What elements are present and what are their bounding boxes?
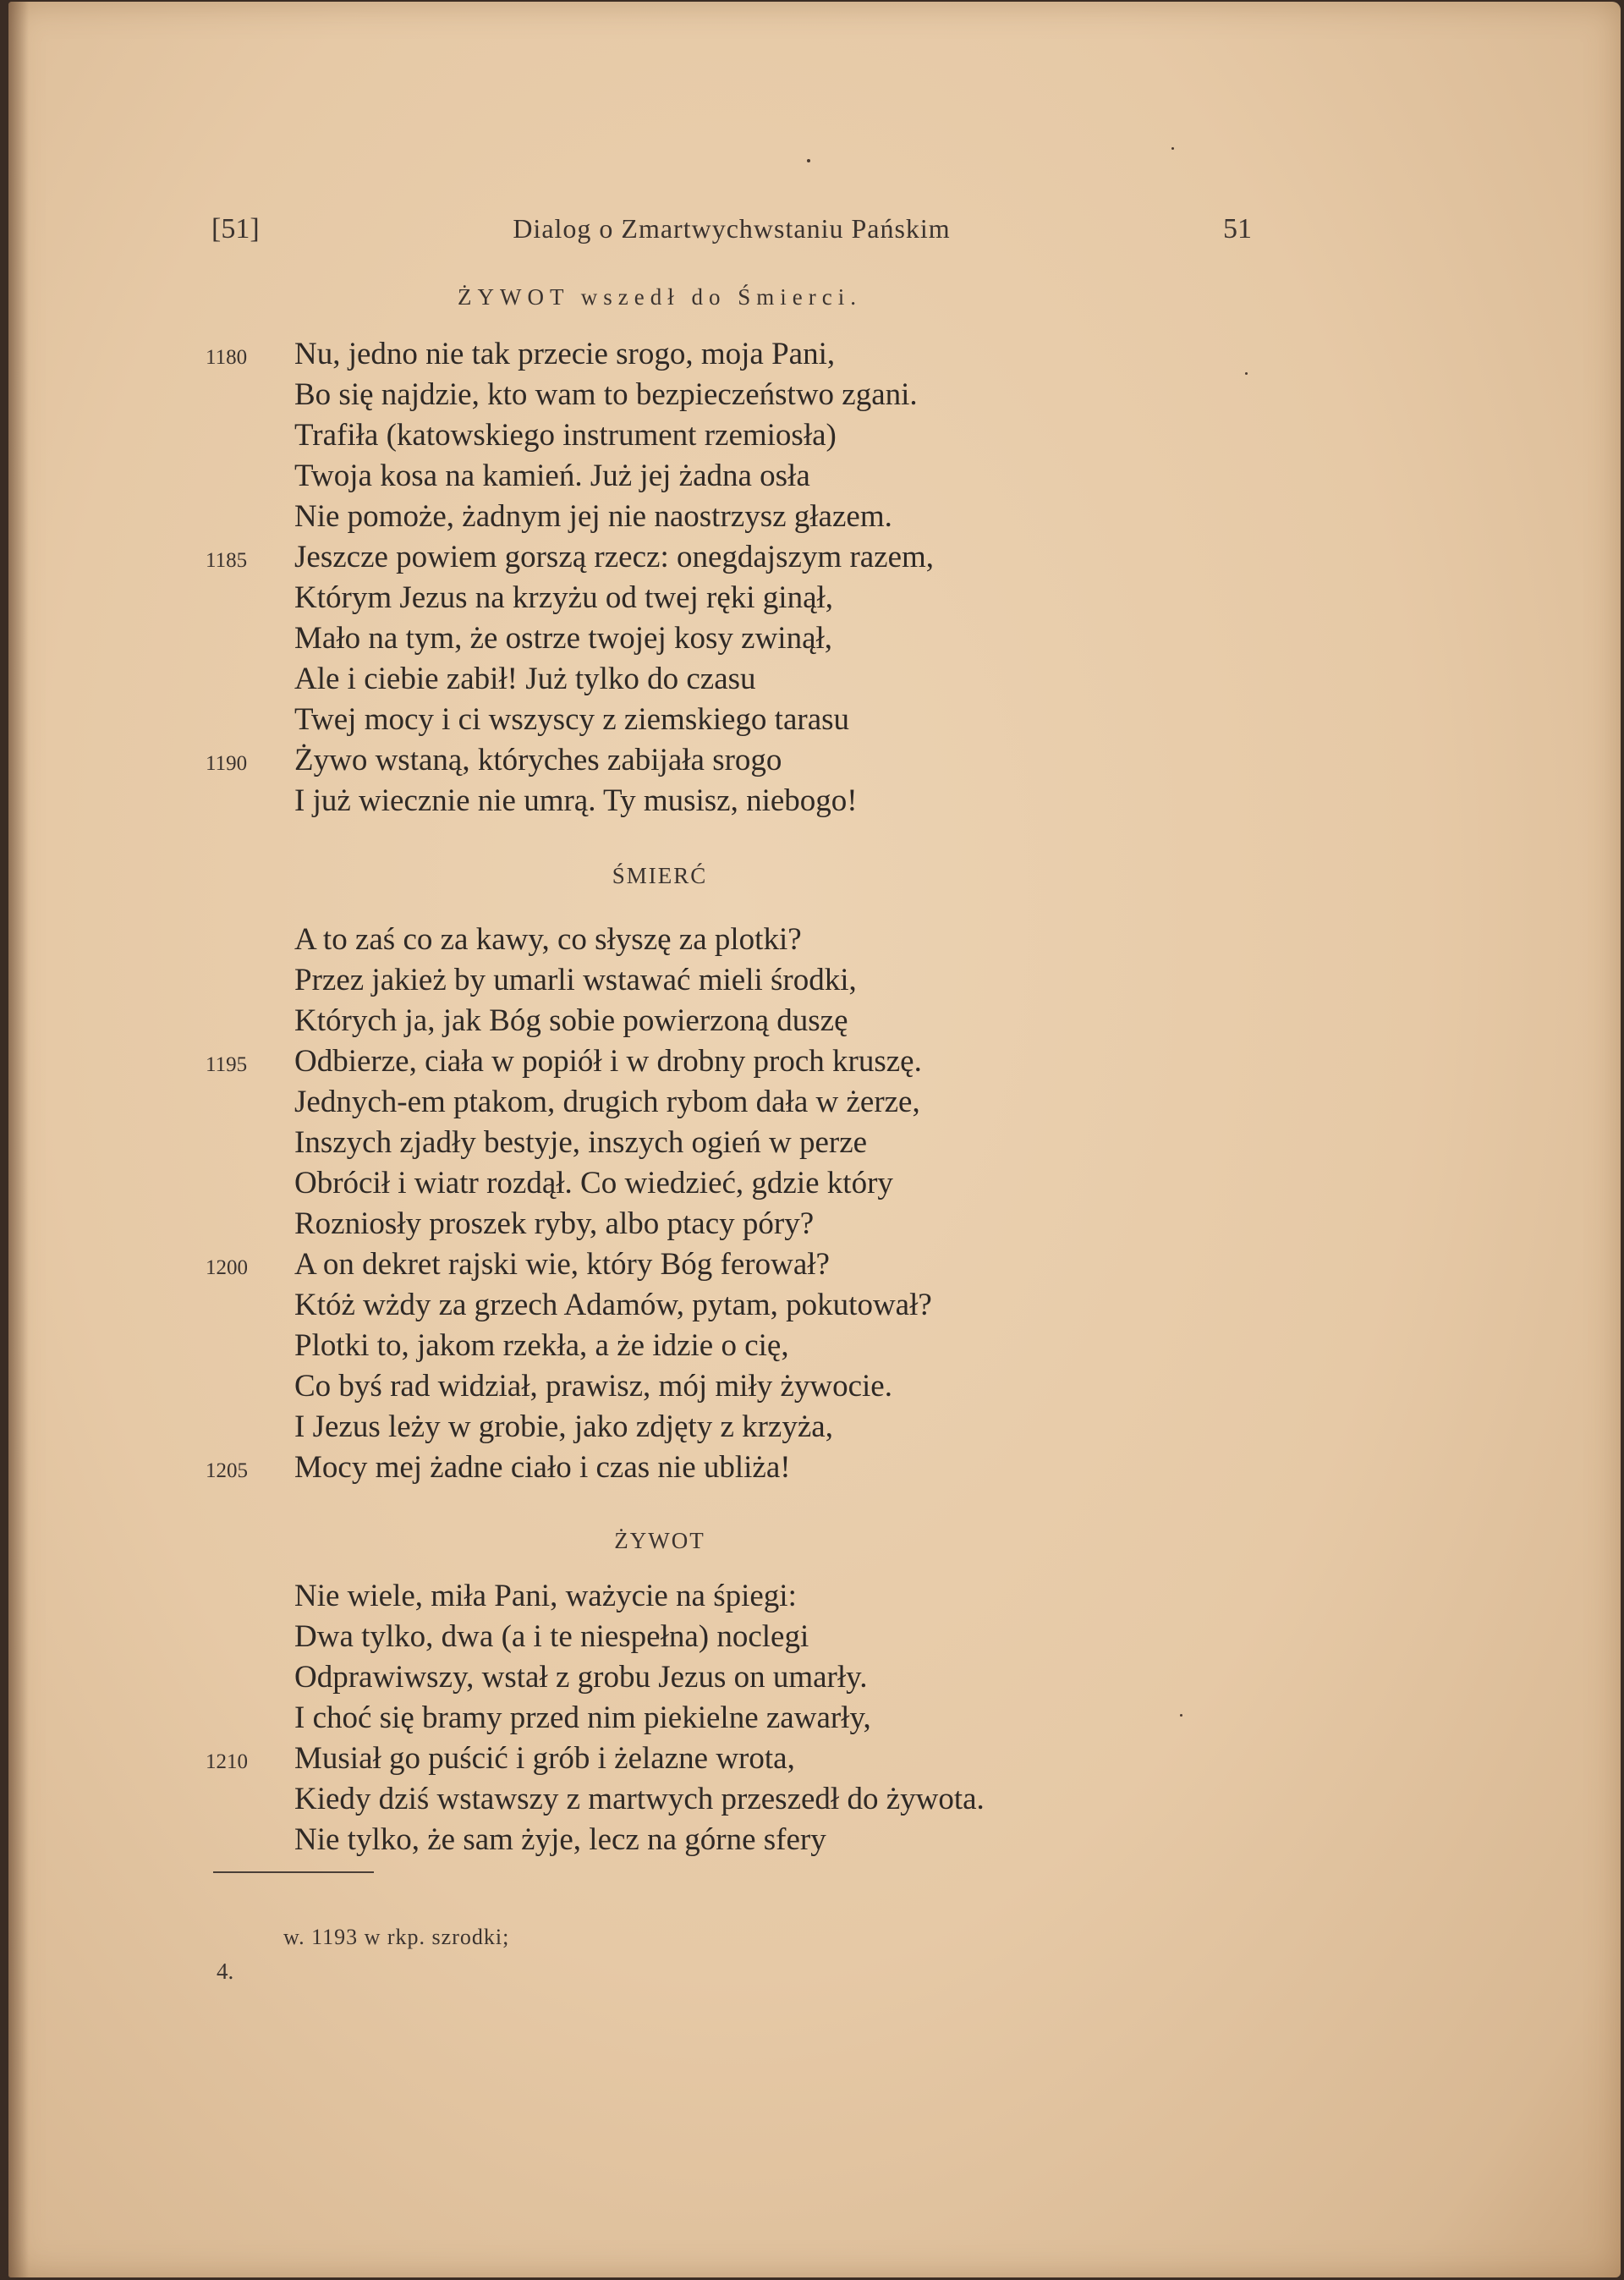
running-header [211, 213, 1252, 255]
verse-line: Odbierze, ciała w popiół i w drobny proch kruszę. [294, 1044, 922, 1079]
verse-line: I choć się bramy przed nim piekielne zawarły, [294, 1700, 871, 1735]
verse-line: A to zaś co za kawy, co słyszę za plotki? [294, 922, 802, 957]
verse-line: Żywo wstaną, któryches zabijała srogo [294, 743, 782, 777]
verse-line: Trafiła (katowskiego instrument rzemiosła) [294, 418, 837, 453]
verse-line: I już wiecznie nie umrą. Ty musisz, niebogo! [294, 783, 858, 818]
line-number: 1200 [206, 1256, 248, 1279]
verse-line: Twej mocy i ci wszyscy z ziemskiego tarasu [294, 702, 850, 737]
paper-speck [1245, 372, 1248, 375]
verse-line: Rozniosły proszek ryby, albo ptacy póry? [294, 1206, 815, 1241]
line-number: 1205 [206, 1459, 248, 1482]
signature-mark: 4. [217, 1959, 234, 1984]
verse-line: Mało na tym, że ostrze twojej kosy zwinął, [294, 621, 833, 656]
verse-line: Których ja, jak Bóg sobie powierzoną duszę [294, 1003, 848, 1038]
verse-line: A on dekret rajski wie, który Bóg ferował? [294, 1247, 830, 1282]
speaker-heading-2: ŚMIERĆ [612, 863, 708, 888]
verse-line: Co byś rad widział, prawisz, mój miły żywocie. [294, 1369, 892, 1404]
verse-line: Musiał go puścić i grób i żelazne wrota, [294, 1741, 795, 1776]
verse-line: Kiedy dziś wstawszy z martwych przeszedł do żywota. [294, 1782, 985, 1816]
verse-line: Nie wiele, miła Pani, ważycie na śpiegi: [294, 1579, 797, 1613]
verse-line: Nie pomoże, żadnym jej nie naostrzysz głazem. [294, 499, 892, 534]
verse-line: Bo się najdzie, kto wam to bezpieczeństwo zgani. [294, 377, 918, 412]
line-number: 1185 [206, 549, 248, 572]
verse-line: Inszych zjadły bestyje, inszych ogień w perze [294, 1125, 868, 1160]
verse-line: Przez jakież by umarli wstawać mieli środki, [294, 963, 857, 997]
paper-speck [807, 159, 810, 162]
speaker-heading-3: ŻYWOT [614, 1528, 705, 1553]
verse-line: Plotki to, jakom rzekła, a że idzie o cię, [294, 1328, 789, 1363]
verse-line: Odprawiwszy, wstał z grobu Jezus on umarły. [294, 1660, 868, 1695]
line-number: 1195 [206, 1053, 248, 1076]
line-number: 1190 [206, 752, 248, 775]
page-number: 51 [1223, 213, 1252, 244]
verse-line: I Jezus leży w grobie, jako zdjęty z krzyża, [294, 1409, 833, 1444]
line-number: 1180 [206, 346, 248, 369]
paper-speck [1171, 147, 1174, 150]
verse-line: Dwa tylko, dwa (a i te niespełna) noclegi [294, 1619, 809, 1654]
verse-line: Ale i ciebie zabił! Już tylko do czasu [294, 662, 756, 696]
verse-line: Mocy mej żadne ciało i czas nie ubliża! [294, 1450, 791, 1485]
page-bracket-number: [51] [211, 213, 260, 244]
verse-line: Któż wżdy za grzech Adamów, pytam, pokutował? [294, 1288, 932, 1322]
verse-line: Obrócił i wiatr rozdął. Co wiedzieć, gdzie który [294, 1166, 893, 1200]
paper-speck [1180, 1714, 1182, 1717]
verse-line: Twoja kosa na kamień. Już jej żadna osła [294, 459, 810, 493]
book-page [8, 2, 1621, 2277]
verse-line: Jednych-em ptakom, drugich rybom dała w żerze, [294, 1085, 920, 1119]
running-title: Dialog o Zmartwychwstaniu Pańskim [513, 213, 951, 244]
verse-line: Którym Jezus na krzyżu od twej ręki ginął, [294, 580, 834, 615]
verse-line: Nu, jedno nie tak przecie srogo, moja Pani, [294, 337, 836, 371]
verse-line: Nie tylko, że sam żyje, lecz na górne sfery [294, 1822, 826, 1857]
footnote-rule [213, 1871, 374, 1873]
line-number: 1210 [206, 1750, 248, 1773]
footnote: w. 1193 w rkp. szrodki; [283, 1925, 510, 1949]
verse-line: Jeszcze powiem gorszą rzecz: onegdajszym razem, [294, 540, 935, 574]
speaker-heading-1: ŻYWOT wszedł do Śmierci. [458, 284, 862, 310]
